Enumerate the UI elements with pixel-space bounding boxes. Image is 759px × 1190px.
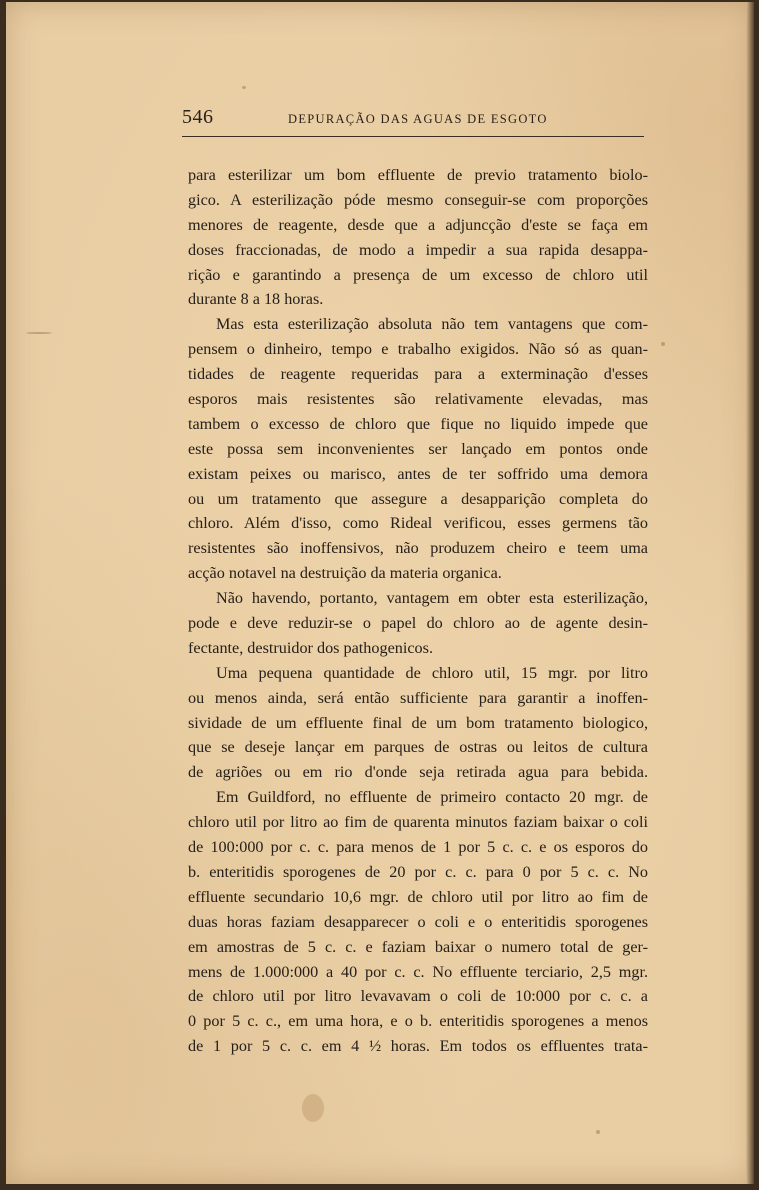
paragraph-1 bbox=[188, 163, 648, 312]
paragraph-5 bbox=[188, 785, 648, 1059]
paper-stain bbox=[302, 1094, 324, 1122]
text-line: tidades de reagente requeridas para a exterminação d'esses bbox=[188, 365, 648, 384]
text-line: de 1 por 5 c. c. em 4 ½ horas. Em todos os effluentes trata- bbox=[188, 1037, 648, 1056]
text-line: de chloro util por litro levavavam o coli de 10:000 por c. c. a bbox=[188, 987, 648, 1006]
running-head: DEPURAÇÃO DAS AGUAS DE ESGOTO bbox=[288, 112, 548, 126]
text-line: existam peixes ou marisco, antes de ter soffrido uma demora bbox=[188, 464, 648, 483]
text-line: chloro util por litro ao fim de quarenta minutos faziam baixar o coli bbox=[188, 813, 648, 832]
text-line: rição e garantindo a presença de um excesso de chloro util bbox=[188, 265, 648, 284]
paragraph-3 bbox=[188, 586, 648, 661]
text-line: Em Guildford, no effluente de primeiro contacto 20 mgr. de bbox=[216, 788, 648, 807]
text-line: gico. A esterilização póde mesmo conseguir-se com proporções bbox=[188, 190, 648, 209]
text-line: fectante, destruidor dos pathogenicos. bbox=[188, 638, 433, 657]
text-line: ou menos ainda, será então sufficiente para garantir a inoffen- bbox=[188, 688, 648, 707]
text-line: pode e deve reduzir-se o papel do chloro ao de agente desin- bbox=[188, 614, 648, 633]
paper-spot bbox=[596, 1130, 600, 1134]
text-line: Uma pequena quantidade de chloro util, 15 mgr. por litro bbox=[216, 663, 648, 682]
text-line: 0 por 5 c. c., em uma hora, e o b. enteritidis sporogenes a menos bbox=[188, 1012, 648, 1031]
text-line: Não havendo, portanto, vantagem em obter esta esterilização, bbox=[216, 589, 648, 608]
text-line: que se deseje lançar em parques de ostras ou leitos de cultura bbox=[188, 738, 648, 757]
text-line: acção notavel na destruição da materia organica. bbox=[188, 564, 502, 583]
text-line: sividade de um effluente final de um bom tratamento biologico, bbox=[188, 713, 648, 732]
page-edge bbox=[746, 2, 754, 1184]
text-line: effluente secundario 10,6 mgr. de chloro util por litro ao fim de bbox=[188, 887, 648, 906]
text-line: para esterilizar um bom effluente de previo tratamento biolo- bbox=[188, 166, 648, 184]
text-line: Mas esta esterilização absoluta não tem vantagens que com- bbox=[216, 315, 648, 334]
text-line: mens de 1.000:000 a 40 por c. c. No effluente terciario, 2,5 mgr. bbox=[188, 962, 648, 981]
text-line: chloro. Além d'isso, como Rideal verificou, esses germens tão bbox=[188, 514, 648, 533]
text-line: este possa sem inconvenientes ser lançado em pontos onde bbox=[188, 439, 648, 458]
text-line: de 100:000 por c. c. para menos de 1 por 5 c. c. e os esporos do bbox=[188, 838, 648, 857]
text-line: resistentes são inoffensivos, não produzem cheiro e teem uma bbox=[188, 539, 648, 558]
body-text bbox=[188, 163, 648, 1059]
text-line: ou um tratamento que assegure a desapparição completa do bbox=[188, 489, 648, 508]
paper-spot bbox=[661, 342, 665, 346]
text-line: em amostras de 5 c. c. e faziam baixar o numero total de ger- bbox=[188, 937, 648, 956]
paragraph-2 bbox=[188, 312, 648, 586]
text-line: esporos mais resistentes são relativamente elevadas, mas bbox=[188, 390, 648, 409]
text-line: doses fraccionadas, de modo a impedir a sua rapida desappa- bbox=[188, 240, 648, 259]
paper-spot bbox=[242, 86, 246, 89]
text-line: tambem o excesso de chloro que fique no liquido impede que bbox=[188, 414, 648, 433]
page-header bbox=[182, 106, 642, 134]
text-line: durante 8 a 18 horas. bbox=[188, 290, 324, 309]
text-line: pensem o dinheiro, tempo e trabalho exigidos. Não só as quan- bbox=[188, 340, 648, 359]
paper-spot bbox=[26, 332, 52, 334]
text-line: b. enteritidis sporogenes de 20 por c. c. para 0 por 5 c. c. No bbox=[188, 862, 648, 881]
text-line: duas horas faziam desapparecer o coli e o enteritidis sporogenes bbox=[188, 912, 648, 931]
text-line: de agriões ou em rio d'onde seja retirada agua para bebida. bbox=[188, 763, 648, 782]
header-rule bbox=[182, 136, 644, 137]
page-number: 546 bbox=[182, 106, 214, 128]
paragraph-4 bbox=[188, 661, 648, 785]
text-line: menores de reagente, desde que a adjuncção d'este se faça em bbox=[188, 215, 648, 234]
